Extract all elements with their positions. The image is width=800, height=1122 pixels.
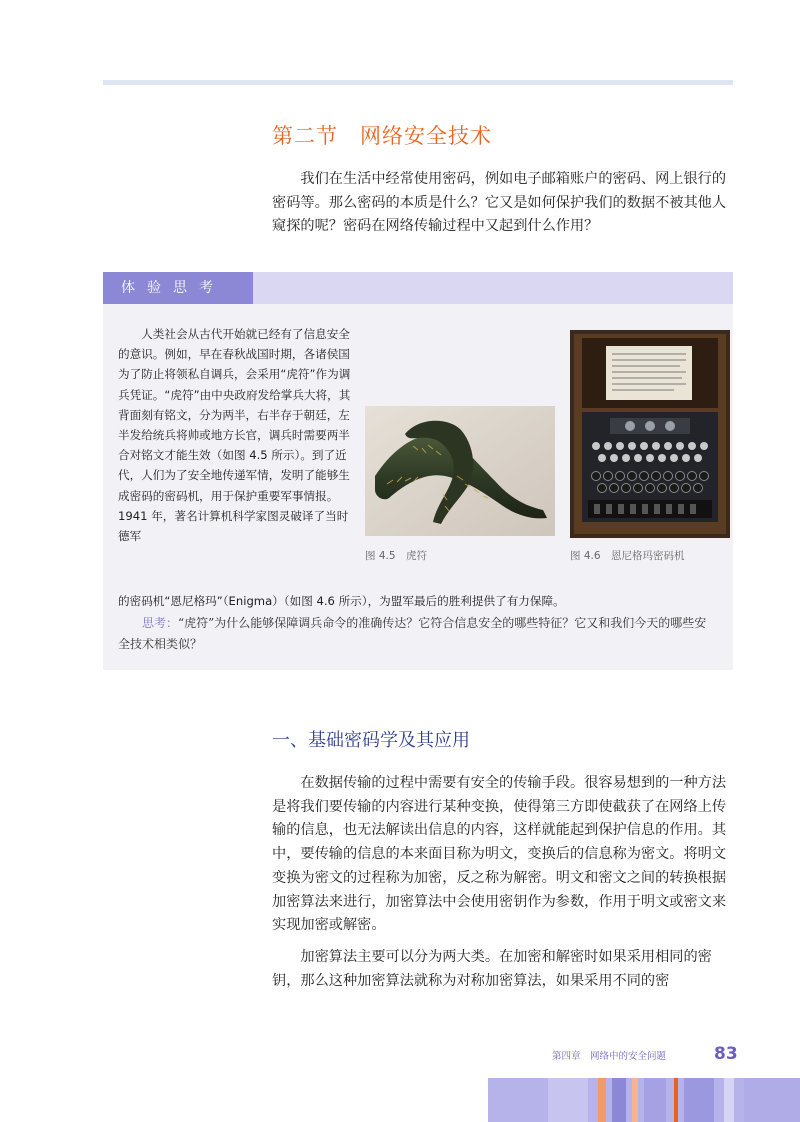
experience-tag: 体验思考 <box>103 272 253 304</box>
body-paragraph: 在数据传输的过程中需要有安全的传输手段。很容易想到的一种方法是将我们要传输的内容进行某种变换，使得第三方即使截获了在网络上传输的信息，也无法解读出信息的内容，这样就能起到保护信息的作用。其中，要传输的信息的本来面目称为明文，变换后的信息称为密文。将明文变换为密文的过程称为加密，反之称为解密。明文和密文之间的转换根据加密算法来进行，加密算法中会使用密钥作为参数，作用于明文或密文来实现加密或解密。 <box>272 775 727 934</box>
fig45-caption: 图 4.5 虎符 <box>365 550 428 562</box>
think-label: 思考： <box>142 616 179 630</box>
heading-basic-cryptography: 一、基础密码学及其应用 <box>272 730 470 751</box>
body-paragraph: 加密算法主要可以分为两大类。在加密和解密时如果采用相同的密钥，那么这种加密算法就称为对称加密算法，如果采用不同的密 <box>272 949 712 989</box>
enigma-machine-image <box>570 330 730 538</box>
section-title: 第二节 网络安全技术 <box>272 124 492 148</box>
footer-decoration <box>488 1078 800 1122</box>
header-rule <box>103 80 733 85</box>
fig46-caption: 图 4.6 恩尼格玛密码机 <box>570 550 685 562</box>
think-text: “虎符”为什么能够保障调兵命令的准确传达？它符合信息安全的哪些特征？它又和我们今天的哪些安全技术相类似？ <box>118 616 707 651</box>
experience-box <box>103 272 733 670</box>
experience-text: 人类社会从古代开始就已经有了信息安全的意识。例如，早在春秋战国时期，各诸侯国为了防止将领私自调兵，会采用“虎符”作为调兵凭证。“虎符”由中央政府发给掌兵大将，其背面刻有铭文，分为两半，右半存于朝廷，左半发给统兵将帅或地方长官，调兵时需要两半合对铭文才能生效（如图 4.5 所示）。到了近代，人们为了安全地传递军情，发明了能够生成密码的密码机，用于保护重要军事情报。1941 年，著名计算机科学家图灵破译了当时德军 <box>118 327 351 544</box>
footer-chapter: 第四章 网络中的安全问题 <box>552 1051 667 1062</box>
experience-text-tail: 的密码机“恩尼格玛”（Enigma）（如图 4.6 所示），为盟军最后的胜利提供了有力保障。 <box>118 594 565 608</box>
intro-paragraph: 我们在生活中经常使用密码，例如电子邮箱账户的密码、网上银行的密码等。那么密码的本质是什么？它又是如何保护我们的数据不被其他人窥探的呢？密码在网络传输过程中又起到什么作用？ <box>272 171 727 234</box>
think-question <box>118 613 718 655</box>
tiger-tally-image <box>365 406 555 536</box>
page-number: 83 <box>714 1044 738 1064</box>
